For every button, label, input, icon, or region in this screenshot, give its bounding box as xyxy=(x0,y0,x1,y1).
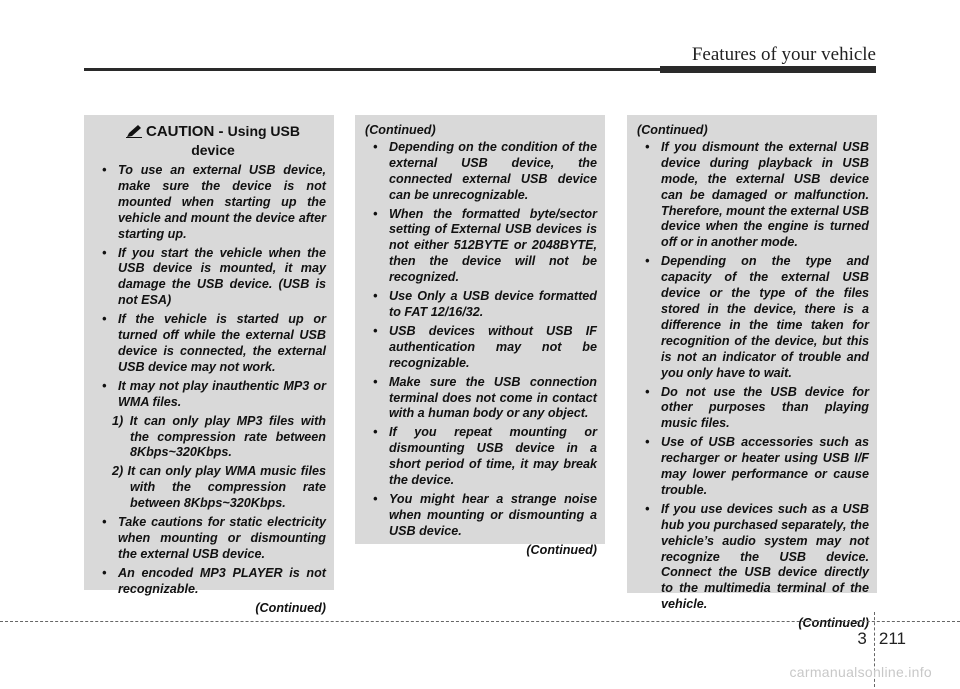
watermark: carmanualsonline.info xyxy=(789,664,932,680)
list-item: • Take cautions for static electricity when mounting or dismounting the external USB device. xyxy=(102,515,326,561)
list-item: • If you start the vehicle when the USB device is mounted, it may damage the USB device. (USB is not ESA) xyxy=(102,245,326,308)
list-item: • Use Only a USB device formatted to FAT 12/16/32. xyxy=(373,289,597,319)
continued-top-label: (Continued) xyxy=(637,123,708,137)
pencil-icon xyxy=(126,124,142,142)
header-rule-accent xyxy=(660,66,876,73)
page-number-value: 211 xyxy=(878,629,906,648)
list-item: • Depending on the condition of the external USB device, the connected external USB device can be unrecognizable. xyxy=(373,139,597,202)
list-item: • If you use devices such as a USB hub you purchased separately, the vehicle’s audio system may not recognize the USB device. Connect the USB device directly to the multimedia terminal of the vehicle. xyxy=(645,501,869,612)
list-item: • USB devices without USB IF authentication may not be recognizable. xyxy=(373,323,597,370)
list-item: • If the vehicle is started up or turned off while the external USB device is connected, the external USB device may not work. xyxy=(102,312,326,374)
caution-panel-1 xyxy=(84,115,334,615)
continued-top-label: (Continued) xyxy=(365,123,436,137)
page-number xyxy=(857,629,906,649)
sub-list-item: 1) It can only play MP3 files with the compression rate between 8Kbps~320Kbps. xyxy=(112,413,326,460)
footer-rule xyxy=(0,621,960,622)
list-item: • An encoded MP3 PLAYER is not recognizable. xyxy=(102,565,326,596)
caution-heading xyxy=(94,123,326,159)
caution-subject-line1: Using USB xyxy=(227,123,300,139)
caution-subject-line2: device xyxy=(191,142,235,158)
chapter-number: 3 xyxy=(857,629,867,648)
list-item: • If you repeat mounting or dismounting USB device in a short period of time, it may break the device. xyxy=(373,425,597,488)
list-item: • When the formatted byte/sector setting of External USB devices is not either 512BYTE or 2048BYTE, then the device will not be recognized. xyxy=(373,206,597,285)
list-item: • To use an external USB device, make sure the device is not mounted when starting up the vehicle and mount the device after starting up. xyxy=(102,163,326,241)
continued-label: (Continued) xyxy=(526,542,597,557)
list-item: • Use of USB accessories such as recharger or heater using USB I/F may lower performance or cause trouble. xyxy=(645,435,869,497)
caution-list-2 xyxy=(365,140,597,540)
caution-list-3 xyxy=(637,140,869,613)
list-item: • Make sure the USB connection terminal does not come in contact with a human body or any object. xyxy=(373,374,597,421)
continued-label: (Continued) xyxy=(255,600,326,615)
page-header-title: Features of your vehicle xyxy=(691,44,876,65)
sub-list-item: 2) It can only play WMA music files with the compression rate between 8Kbps~320Kbps. xyxy=(112,464,326,511)
caution-panel-3 xyxy=(627,115,877,631)
list-item: • You might hear a strange noise when mounting or dismounting a USB device. xyxy=(373,491,597,538)
caution-list-1 xyxy=(94,163,326,411)
list-item: • It may not play inauthentic MP3 or WMA files. xyxy=(102,378,326,409)
list-item: • If you dismount the external USB device during playback in USB mode, the external USB device can be damaged or malfunction. Therefore, mount the external USB device when the engine is turned off or in another mode. xyxy=(645,139,869,250)
caution-label: CAUTION - xyxy=(145,123,224,140)
list-item: • Do not use the USB device for other purposes than playing music files. xyxy=(645,384,869,431)
caution-panel-2 xyxy=(355,115,605,557)
caution-list-1b xyxy=(94,515,326,598)
continued-label: (Continued) xyxy=(798,616,869,631)
list-item: • Depending on the type and capacity of the external USB device or the type of the files stored in the device, there is a difference in the time taken for recognition of the device, but this is not an indicator of trouble and you only have to wait. xyxy=(645,254,869,380)
